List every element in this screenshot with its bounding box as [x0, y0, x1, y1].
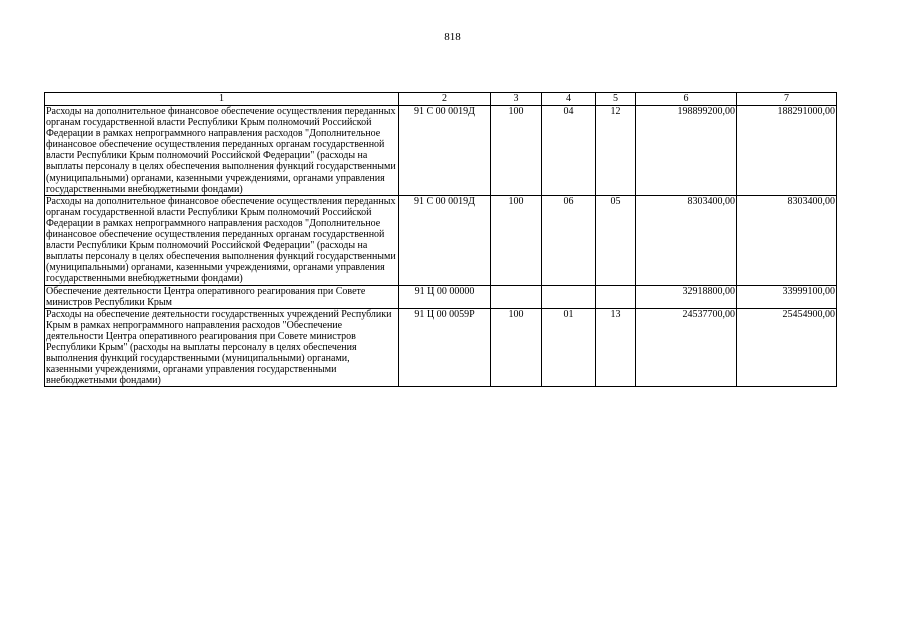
subsection-code: 12: [596, 106, 636, 196]
amount-year-2: 188291000,00: [737, 106, 837, 196]
table-row: [45, 308, 837, 387]
section-code: [542, 285, 596, 308]
subsection-code: 05: [596, 195, 636, 285]
target-article-code: 91 Ц 00 00000: [399, 285, 491, 308]
table-row: [45, 285, 837, 308]
row-description: Обеспечение деятельности Центра оперативного реагирования при Совете министров Республики Крым: [45, 285, 399, 308]
column-header: 1: [45, 93, 399, 106]
amount-year-1: 198899200,00: [636, 106, 737, 196]
column-header: 3: [491, 93, 542, 106]
section-code: 01: [542, 308, 596, 387]
section-code: 04: [542, 106, 596, 196]
subsection-code: 13: [596, 308, 636, 387]
amount-year-1: 8303400,00: [636, 195, 737, 285]
expense-type-code: 100: [491, 308, 542, 387]
subsection-code: [596, 285, 636, 308]
section-code: 06: [542, 195, 596, 285]
column-header: 7: [737, 93, 837, 106]
page-number: 818: [444, 31, 461, 43]
amount-year-1: 32918800,00: [636, 285, 737, 308]
column-header: 2: [399, 93, 491, 106]
table-row: [45, 195, 837, 285]
expense-type-code: 100: [491, 106, 542, 196]
header-row: [45, 93, 837, 106]
expense-type-code: [491, 285, 542, 308]
amount-year-2: 8303400,00: [737, 195, 837, 285]
target-article-code: 91 С 00 0019Д: [399, 195, 491, 285]
row-description: Расходы на обеспечение деятельности государственных учреждений Республики Крым в рамках непрограммного направления расходов "Обеспечение деятельности Центра оперативного реагирования при Совете министров Республики Крым" (расходы на выплаты персоналу в целях обеспечения выполнения функций государственными (муниципальными) органами, казенными учреждениями, органами управления государственными внебюджетными фондами): [45, 308, 399, 387]
target-article-code: 91 Ц 00 0059Р: [399, 308, 491, 387]
row-description: Расходы на дополнительное финансовое обеспечение осуществления переданных органам государственной власти Республики Крым полномочий Российской Федерации в рамках непрограммного направления расходов "Дополнительное финансовое обеспечение осуществления переданных органам государственной власти Республики Крым полномочий Российской Федерации" (расходы на выплаты персоналу в целях обеспечения выполнения функций государственными (муниципальными) органами, казенными учреждениями, органами управления государственными внебюджетными фондами): [45, 195, 399, 285]
target-article-code: 91 С 00 0019Д: [399, 106, 491, 196]
amount-year-2: 25454900,00: [737, 308, 837, 387]
table-row: [45, 106, 837, 196]
expense-type-code: 100: [491, 195, 542, 285]
budget-table: [44, 92, 837, 387]
row-description: Расходы на дополнительное финансовое обеспечение осуществления переданных органам государственной власти Республики Крым полномочий Российской Федерации в рамках непрограммного направления расходов "Дополнительное финансовое обеспечение осуществления переданных органам государственной власти Республики Крым полномочий Российской Федерации" (расходы на выплаты персоналу в целях обеспечения выполнения функций государственными (муниципальными) органами, казенными учреждениями, органами управления государственными внебюджетными фондами): [45, 106, 399, 196]
amount-year-2: 33999100,00: [737, 285, 837, 308]
column-header: 6: [636, 93, 737, 106]
column-header: 5: [596, 93, 636, 106]
amount-year-1: 24537700,00: [636, 308, 737, 387]
column-header: 4: [542, 93, 596, 106]
